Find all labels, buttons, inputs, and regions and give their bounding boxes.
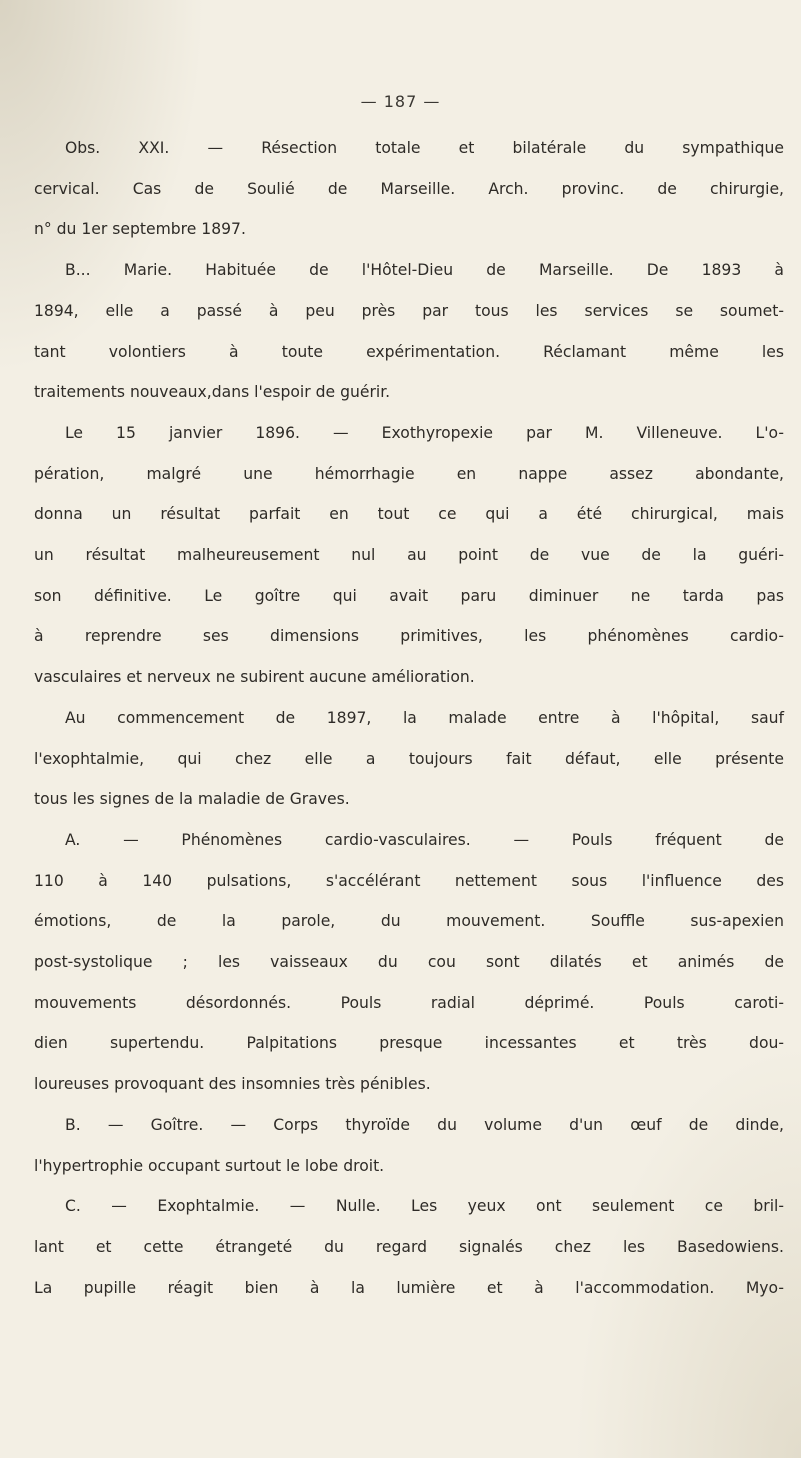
text-line: pération, malgré une hémorrhagie en nappe assez abondante, <box>34 464 784 483</box>
text-line: tant volontiers à toute expérimentation. Réclamant même les <box>34 342 784 361</box>
text-line: loureuses provoquant des insomnies très pénibles. <box>34 1075 431 1094</box>
text-line: donna un résultat parfait en tout ce qui a été chirurgical, mais <box>34 505 784 524</box>
paragraph <box>34 820 784 1105</box>
text-line: son définitive. Le goître qui avait paru diminuer ne tarda pas <box>34 586 784 605</box>
body-text <box>34 128 784 1308</box>
text-line: tous les signes de la maladie de Graves. <box>34 790 350 809</box>
text-line: C. — Exophtalmie. — Nulle. Les yeux ont seulement ce bril- <box>65 1197 784 1216</box>
text-line: un résultat malheureusement nul au point de vue de la guéri- <box>34 546 784 565</box>
text-line: 110 à 140 pulsations, s'accélérant nettement sous l'influence des <box>34 871 784 890</box>
text-line: Le 15 janvier 1896. — Exothyropexie par M. Villeneuve. L'o- <box>65 423 784 442</box>
text-line: Au commencement de 1897, la malade entre à l'hôpital, sauf <box>65 708 784 727</box>
text-line: à reprendre ses dimensions primitives, les phénomènes cardio- <box>34 627 784 646</box>
paragraph <box>34 698 784 820</box>
text-line: A. — Phénomènes cardio-vasculaires. — Pouls fréquent de <box>65 830 784 849</box>
text-line: vasculaires et nerveux ne subirent aucune amélioration. <box>34 668 475 687</box>
text-line: Obs. XXI. — Résection totale et bilatérale du sympathique <box>65 139 784 157</box>
text-line: n° du 1er septembre 1897. <box>34 220 246 239</box>
text-line: dien supertendu. Palpitations presque incessantes et très dou- <box>34 1034 784 1053</box>
paragraph <box>34 128 784 250</box>
text-line: B... Marie. Habituée de l'Hôtel-Dieu de Marseille. De 1893 à <box>65 261 784 280</box>
paragraph <box>34 1186 784 1308</box>
text-line: cervical. Cas de Soulié de Marseille. Arch. provinc. de chirurgie, <box>34 179 784 198</box>
text-line: l'hypertrophie occupant surtout le lobe droit. <box>34 1156 385 1175</box>
text-line: B. — Goître. — Corps thyroïde du volume d'un œuf de dinde, <box>65 1115 784 1134</box>
paragraph <box>34 1105 784 1186</box>
text-line: émotions, de la parole, du mouvement. Souffle sus-apexien <box>34 912 784 931</box>
paragraph <box>34 250 784 413</box>
text-line: mouvements désordonnés. Pouls radial déprimé. Pouls caroti- <box>34 993 784 1012</box>
text-line: 1894, elle a passé à peu près par tous les services se soumet- <box>34 301 784 320</box>
text-line: La pupille réagit bien à la lumière et à l'accommodation. Myo- <box>34 1278 784 1297</box>
paragraph <box>34 413 784 698</box>
text-line: traitements nouveaux,dans l'espoir de guérir. <box>34 383 391 402</box>
page-number: — 187 — <box>360 92 441 111</box>
text-line: post-systolique ; les vaisseaux du cou sont dilatés et animés de <box>34 953 784 972</box>
text-line: l'exophtalmie, qui chez elle a toujours fait défaut, elle présente <box>34 749 784 768</box>
text-line: lant et cette étrangeté du regard signalés chez les Basedowiens. <box>34 1237 784 1256</box>
